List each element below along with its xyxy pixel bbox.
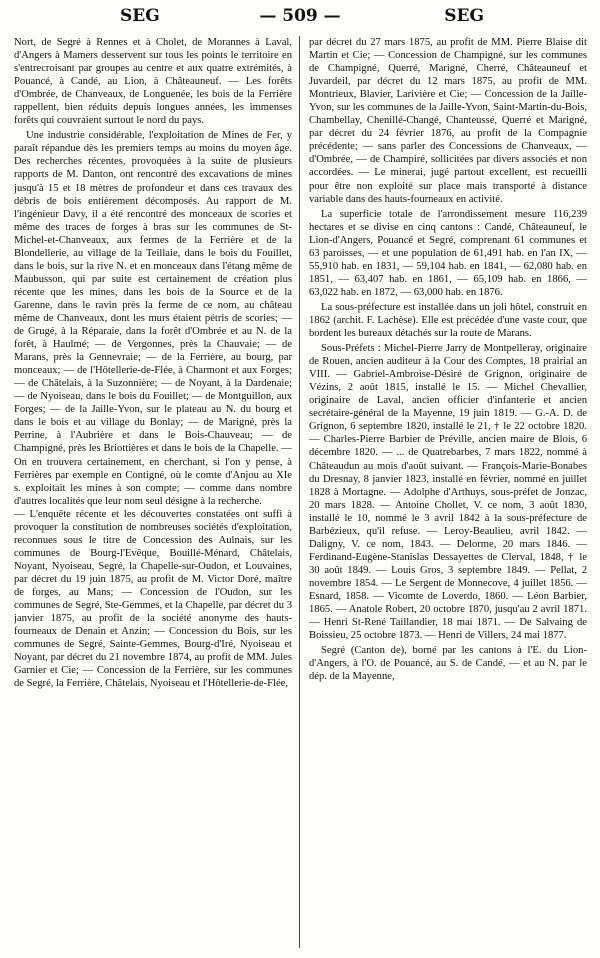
page-header bbox=[20, 6, 580, 32]
paragraph: La sous-préfecture est installée dans un joli hôtel, construit en 1862 (archit. F. Lachèse). Elle est précédée d'une vaste cour, que bordent les bureaux détachés sur la route de Marans. bbox=[309, 301, 587, 340]
column-divider bbox=[299, 36, 300, 948]
right-column bbox=[309, 36, 587, 954]
page-number: — 509 — bbox=[259, 6, 341, 26]
paragraph: par décret du 27 mars 1875, au profit de MM. Pierre Blaise dit Martin et Cie; — Concession de Champigné, sur les communes de Champigné, Querré, Marigné, Cherré, Châteauneuf et Juvardeil, par décret du 12 mars 1875, au profit de MM. Montrieux, Blavier, Larivière et Cie; — Concession de la Jaille-Yvon, sur les communes de la Jaille-Yvon, Saint-Martin-du-Bois, Chambellay, Chenillé-Changé, Chanteussé, Querré et Marigné, par décret du 24 février 1876, au profit de la Compagnie précédente; — sans parler des Concessions de Chanveaux, — d'Ombrée, — de Champiré, sollicitées par divers associés et non accordées. — Le minerai, jugé partout excellent, est recueilli pour être non exploité sur place mais transporté à distance variable dans des hauts-fourneaux en activité. bbox=[309, 37, 587, 205]
paragraph: — L'enquête récente et les découvertes constatées ont suffi à provoquer la constitution de nombreuses sociétés d'exploitation, reconnues sous le titre de Concession des Aulnais, sur les communes de Bourg-l'Evêque, Bouillé-Ménard, Châtelais, Noyant, Nyoiseau, Segré, la Chapelle-sur-Oudon, et Louvaines, par décret du 19 juin 1875, au profit de M. Victor Doré, maître de forges, au Mans; — Concession de l'Oudon, sur les communes de Segré, Ste-Gemmes, et la Chapelle, par décret du 3 janvier 1875, au profit de la société anonyme des hauts-fourneaux de Denain et Anzin; — Concession du Bois, sur les communes de Segré, Sainte-Gemmes, Bourg-d'Iré, Nyoiseau et Noyant, par décret du 21 novembre 1874, au profit de MM. Jules Garnier et Cie; — Concession de la Ferrière, sur les communes de Segré, la Ferrière, Châtelais, Nyoiseau et l'Hôtellerie-de-Flée, bbox=[14, 508, 292, 690]
paragraph: Sous-Préfets : Michel-Pierre Jarry de Montpelleray, originaire de Rouen, ancien auditeur à la Cour des Comptes, 18 prairial an VIII. — Gabriel-Ambroise-Désiré de Grignon, originaire de Vézins, 2 août 1815, installé le 15. — Michel Chevallier, originaire de Laval, ancien officier d'infanterie et ancien secrétaire-général de la Mayenne, 19 juin 1819. — G.-A. D. de Grignon, 6 septembre 1820, installé le 21, † le 22 octobre 1820. — Charles-Pierre Barbier de Préville, ancien maire de Blois, 6 décembre 1820. — ... de Quatrebarbes, 7 mars 1822, nommé à Châteaudun au mois d'août suivant. — François-Marie-Bonabes du Dresnay, 8 janvier 1823, installé en février, nommé en juillet 1828 à Mortagne. — Adolphe d'Arthuys, sous-préfet de Jonzac, 20 mars 1828. — Antoine Chollet, V. ce nom, 3 août 1830, installé le 10, nommé le 3 avril 1842 à la sous-préfecture de Barbézieux, qu'il refuse. — Leroy-Beaulieu, avril 1842. — Daligny, V. ce nom, 1843. — Delorme, 20 mars 1846. — Ferdinand-Eugène-Stanislas Dessayettes de Clerval, 1848, † le 30 août 1849. — Louis Gros, 3 septembre 1849. — Pellat, 2 novembre 1854. — Le Sergent de Monnecove, 4 juillet 1856. — Esnard, 1858. — Vicomte de Loverdo, 1860. — Léon Barbier, 1865. — Anatole Robert, 20 octobre 1870, jusqu'au 2 avril 1871. — Henri St-René Taillandier, 18 mai 1871. — De Salvaing de Boissieu, 25 octobre 1873. — Henri de Villers, 24 mai 1877. bbox=[309, 343, 587, 642]
paragraph: La superficie totale de l'arrondissement mesure 116,239 hectares et se divise en cinq cantons : Candé, Châteauneuf, le Lion-d'Angers, Pouancé et Segré, comprenant 61 communes et 63 paroisses, — et une population de 61,491 hab. en l'an IX, — 55,910 hab. en 1831, — 59,104 hab. en 1841, — 62,080 hab. en 1851, — 63,407 hab. en 1861, — 65,109 hab. en 1866, — 63,022 hab. en 1872, — 63,000 hab. en 1876. bbox=[309, 208, 587, 298]
running-head-left: SEG bbox=[120, 6, 160, 26]
paragraph: Segré (Canton de), borné par les cantons à l'E. du Lion-d'Angers, à l'O. de Pouancé, au S. de Candé, — et au N. par le dép. de la Mayenne, bbox=[309, 645, 587, 683]
running-head-right: SEG bbox=[444, 6, 484, 26]
left-column bbox=[14, 36, 292, 954]
paragraph: Nort, de Segré à Rennes et à Cholet, de Morannes à Laval, d'Angers à Mamers desservent sur tous les points le territoire en s'entrecroisant par groupes au centre et aux quatre extrémités, à Pouancé, à Candé, au Lion, à Châteauneuf. — Les forêts d'Ombrée, de Chanveaux, de Longuenée, les bois de la Ferrière rappellent, bien réduits depuis longues années, les immenses forêts qui couvraient surtout le nord du pays. bbox=[14, 37, 292, 127]
paragraph: Une industrie considérable, l'exploitation de Mines de Fer, y paraît répandue dès les premiers temps au moins du moyen âge. Des recherches récentes, provoquées à la suite de plusieurs rapports de M. Danton, ont rencontré des excavations de mines jusqu'à 15 et 18 mètres de profondeur et dans ces travaux des débris de bois entièrement décomposés. Au rapport de M. l'ingénieur Davy, il a été rencontré des monceaux de scories et même des traces de forges à bras sur les communes de St-Michel-et-Chanveaux, aux fermes de la Ferrière et de la Blondellerie, au village de la Teillaie, dans le bois du Fouillet, dans le bois, sur la rive N. et en monceaux dans l'étang même de Maubusson, qui par suite est certainement de création plus récente que les mines, dans les bois de la Source et de la Garenne, dans le ravin près la ferme de ce nom, au château même de Chanveaux, dont les murs étaient pétris de scories; — de Grugé, à la Réparaie, dans la forêt d'Ombrée et au N. de la forêt, à Haulmé; — de Vergonnes, près la Chauvaie; — de Marans, près la Gennevraie; — de la Ferrière, au bourg, par monceaux; — de l'Hôtellerie-de-Flée, à Charmont et aux Forges; — de Châtelais, à la Suzonnière; — de Noyant, à la Dardenaie; — de Nyoiseau, dans le bois du Fouillet; — de Montguillon, aux Forges; — de la Jaille-Yvon, sur le plateau au N. du bourg et dans le bois et au village du Bonlay; — de Marigné, près la Perrine, à l'Aubrière et dans le Bois-Chauveau; — de Champigné, près les Briottières et dans le bois de la Chapelle. — On en trouvera certainement, en cherchant, si l'on y pense, à Ferrières par exemple en Contigné, où le comte d'Anjou au XIe s. exploitait les mines à son compte; — comme dans nombre d'autres localités que leur nom seul désigne à la recherche. bbox=[14, 130, 292, 507]
